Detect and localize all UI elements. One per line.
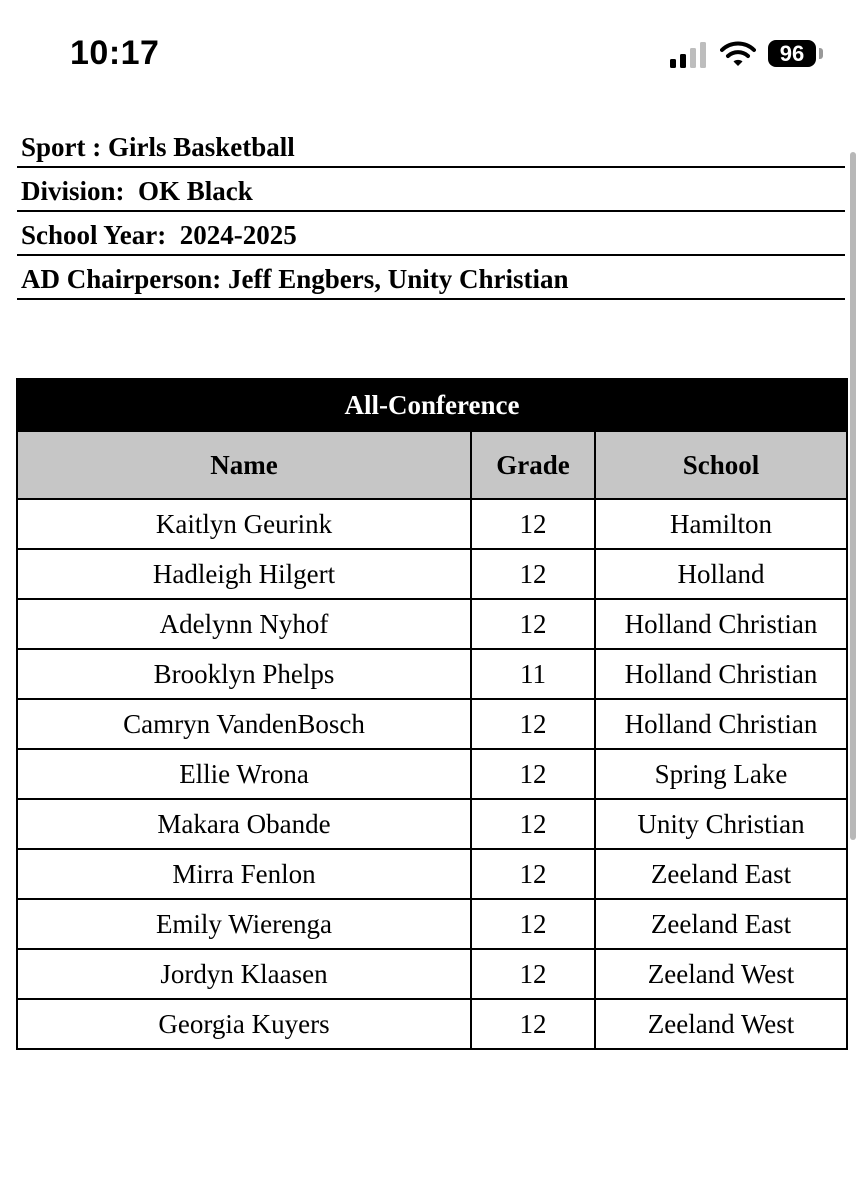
division-label: Division: OK Black — [17, 170, 845, 212]
player-school-cell: Hamilton — [595, 499, 847, 549]
player-grade-cell: 12 — [471, 749, 595, 799]
column-header-grade: Grade — [471, 431, 595, 499]
table-row — [17, 999, 847, 1049]
player-school-cell: Holland — [595, 549, 847, 599]
player-school-cell: Zeeland West — [595, 949, 847, 999]
player-grade-cell: 12 — [471, 799, 595, 849]
player-name-cell: Emily Wierenga — [17, 899, 471, 949]
table-row — [17, 949, 847, 999]
player-grade-cell: 12 — [471, 849, 595, 899]
player-school-cell: Holland Christian — [595, 699, 847, 749]
player-grade-cell: 11 — [471, 649, 595, 699]
clock-time: 10:17 — [70, 34, 160, 72]
player-grade-cell: 12 — [471, 699, 595, 749]
player-grade-cell: 12 — [471, 999, 595, 1049]
table-row — [17, 649, 847, 699]
wifi-icon — [720, 40, 756, 68]
player-name-cell: Ellie Wrona — [17, 749, 471, 799]
table-row — [17, 849, 847, 899]
sport-info-block — [17, 126, 845, 300]
table-row — [17, 799, 847, 849]
player-name-cell: Camryn VandenBosch — [17, 699, 471, 749]
player-school-cell: Holland Christian — [595, 599, 847, 649]
player-school-cell: Unity Christian — [595, 799, 847, 849]
player-grade-cell: 12 — [471, 899, 595, 949]
cellular-signal-icon — [670, 42, 710, 68]
battery-tip — [819, 48, 823, 59]
table-title: All-Conference — [17, 379, 847, 431]
table-row — [17, 899, 847, 949]
column-header-name: Name — [17, 431, 471, 499]
school-year-label: School Year: 2024-2025 — [17, 214, 845, 256]
table-row — [17, 549, 847, 599]
table-row — [17, 499, 847, 549]
chairperson-label: AD Chairperson: Jeff Engbers, Unity Christian — [17, 258, 845, 300]
player-school-cell: Zeeland West — [595, 999, 847, 1049]
player-school-cell: Zeeland East — [595, 899, 847, 949]
player-school-cell: Zeeland East — [595, 849, 847, 899]
table-row — [17, 699, 847, 749]
player-name-cell: Brooklyn Phelps — [17, 649, 471, 699]
battery-icon: 96 — [768, 40, 816, 67]
table-row — [17, 599, 847, 649]
sport-label: Sport : Girls Basketball — [17, 126, 845, 168]
player-school-cell: Holland Christian — [595, 649, 847, 699]
scroll-indicator[interactable] — [850, 152, 856, 840]
column-header-school: School — [595, 431, 847, 499]
player-grade-cell: 12 — [471, 599, 595, 649]
player-name-cell: Georgia Kuyers — [17, 999, 471, 1049]
status-bar — [0, 0, 865, 100]
table-body — [17, 499, 847, 1049]
player-name-cell: Makara Obande — [17, 799, 471, 849]
player-name-cell: Jordyn Klaasen — [17, 949, 471, 999]
table-row — [17, 749, 847, 799]
player-name-cell: Mirra Fenlon — [17, 849, 471, 899]
player-grade-cell: 12 — [471, 949, 595, 999]
player-name-cell: Kaitlyn Geurink — [17, 499, 471, 549]
player-school-cell: Spring Lake — [595, 749, 847, 799]
player-name-cell: Hadleigh Hilgert — [17, 549, 471, 599]
all-conference-table — [16, 378, 848, 1050]
player-grade-cell: 12 — [471, 549, 595, 599]
player-name-cell: Adelynn Nyhof — [17, 599, 471, 649]
player-grade-cell: 12 — [471, 499, 595, 549]
